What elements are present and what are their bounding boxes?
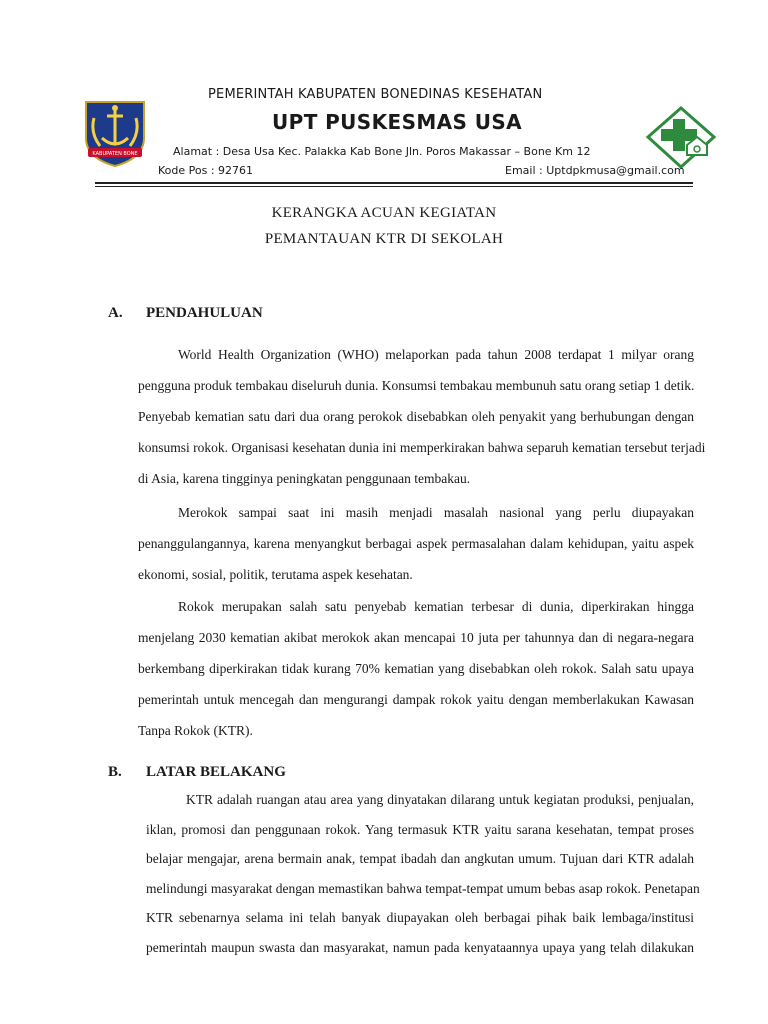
document-title: KERANGKA ACUAN KEGIATAN: [271, 205, 497, 221]
paragraph-line: KTR adalah ruangan atau area yang dinyatakan dilarang untuk kegiatan produksi, penjualan,: [186, 792, 694, 807]
paragraph-line: konsumsi rokok. Organisasi kesehatan dunia ini memperkirakan bahwa separuh kematian tersebut terjadi: [138, 440, 706, 455]
section-title: LATAR BELAKANG: [146, 764, 286, 780]
paragraph-line: menjelang 2030 kematian akibat merokok akan mencapai 10 juta per tahunnya dan di negara-negara: [138, 630, 694, 645]
letterhead-email: Email : Uptdpkmusa@gmail.com: [505, 164, 685, 177]
letterhead-postal-code: Kode Pos : 92761: [158, 164, 254, 177]
logo-banner-text: KABUPATEN BONE: [92, 151, 138, 157]
paragraph-line: Tanpa Rokok (KTR).: [138, 723, 253, 738]
section-letter: B.: [108, 764, 122, 780]
letterhead-institution-name: UPT PUSKESMAS USA: [272, 110, 523, 134]
letterhead-divider-thin: [95, 186, 693, 187]
letterhead-government-name: PEMERINTAH KABUPATEN BONEDINAS KESEHATAN: [208, 87, 543, 102]
paragraph-line: ekonomi, sosial, politik, terutama aspek kesehatan.: [138, 567, 413, 582]
section-title: PENDAHULUAN: [146, 305, 263, 321]
paragraph-line: berkembang diperkirakan tidak kurang 70% kematian yang disebabkan oleh rokok. Salah satu upaya: [138, 661, 694, 676]
puskesmas-logo: [645, 105, 717, 170]
paragraph-line: Rokok merupakan salah satu penyebab kematian terbesar di dunia, diperkirakan hingga: [178, 599, 694, 614]
document-subtitle: PEMANTAUAN KTR DI SEKOLAH: [264, 231, 504, 247]
paragraph: [146, 785, 700, 962]
paragraph-line: pengguna produk tembakau diseluruh dunia. Konsumsi tembakau membunuh satu orang setiap 1 detik.: [138, 378, 695, 393]
paragraph: [138, 591, 694, 746]
paragraph-line: Penyebab kematian satu dari dua orang perokok disebabkan oleh penyakit yang berhubungan dengan: [138, 409, 694, 424]
letterhead-address: Alamat : Desa Usa Kec. Palakka Kab Bone Jln. Poros Makassar – Bone Km 12: [173, 145, 591, 158]
paragraph-line: iklan, promosi dan penggunaan rokok. Yang termasuk KTR yaitu sarana kesehatan, tempat proses: [146, 821, 694, 837]
kabupaten-bone-logo: [80, 98, 150, 168]
paragraph-line: pemerintah untuk mencegah dan mengurangi dampak rokok yaitu dengan memberlakukan Kawasan: [138, 692, 694, 707]
paragraph-line: KTR sebenarnya selama ini telah banyak diupayakan oleh berbagai pihak baik lembaga/institusi: [146, 910, 694, 925]
letterhead-divider-thick: [95, 182, 693, 184]
paragraph-line: pemerintah maupun swasta dan masyarakat, namun pada kenyataannya upaya yang telah dilakukan: [146, 939, 694, 955]
paragraph-line: belajar mengajar, arena bermain anak, tempat ibadah dan angkutan umum. Tujuan dari KTR adalah: [146, 851, 694, 866]
paragraph-line: melindungi masyarakat dengan memastikan bahwa tempat-tempat umum bebas asap rokok. Penetapan: [146, 880, 700, 896]
section-letter: A.: [108, 305, 123, 321]
paragraph: [138, 339, 706, 494]
paragraph: [138, 497, 694, 590]
paragraph-line: di Asia, karena tingginya peningkatan penggunaan tembakau.: [138, 471, 471, 486]
paragraph-line: Merokok sampai saat ini masih menjadi masalah nasional yang perlu diupayakan: [178, 505, 694, 520]
paragraph-line: penanggulangannya, karena menyangkut berbagai aspek permasalahan dalam kehidupan, yaitu aspek: [138, 536, 694, 551]
paragraph-line: World Health Organization (WHO) melaporkan pada tahun 2008 terdapat 1 milyar orang: [178, 347, 694, 362]
